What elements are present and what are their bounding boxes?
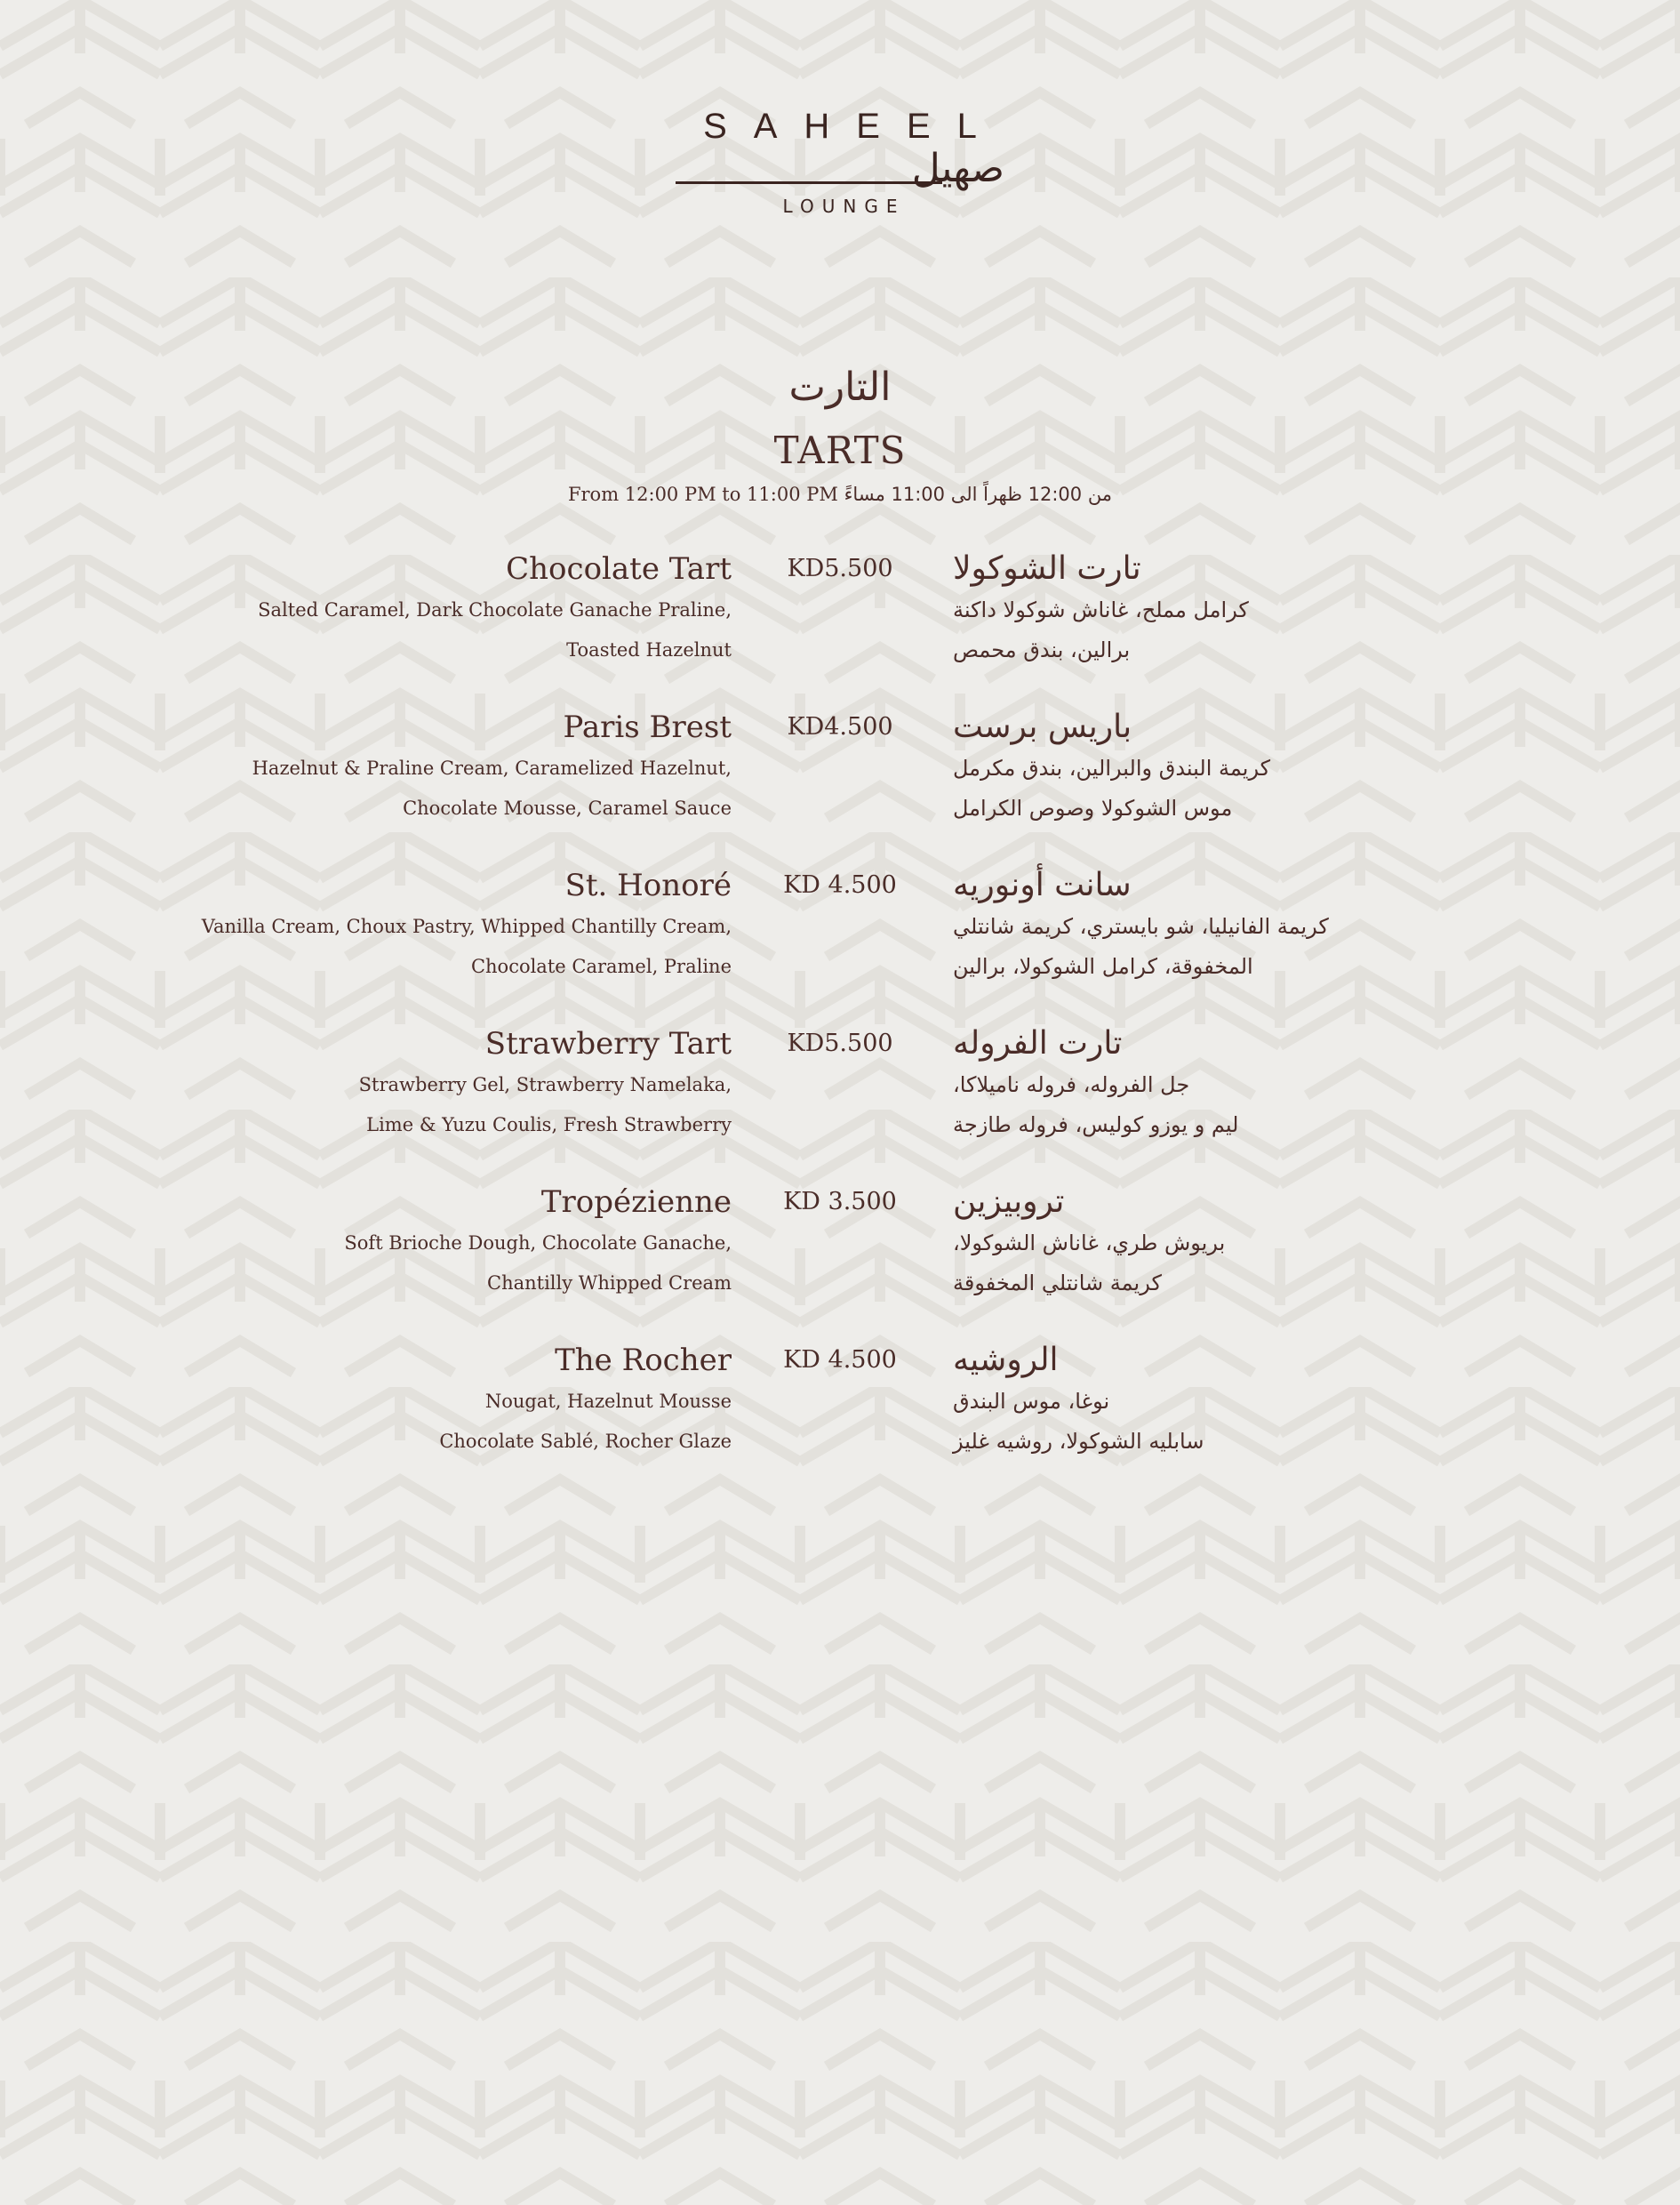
- item-price: KD 4.500: [783, 1346, 897, 1374]
- item-description-line: المخفوقة، كرامل الشوكولا، برالين: [953, 954, 1253, 979]
- item-name-arabic: تروبيزين: [953, 1183, 1065, 1220]
- item-description-line: موس الشوكولا وصوص الكرامل: [953, 796, 1233, 821]
- item-description-line: سابليه الشوكولا، روشيه غليز: [953, 1429, 1204, 1454]
- menu-item: [0, 1024, 1680, 1167]
- item-name-english: Paris Brest: [563, 710, 732, 745]
- item-description-english: [20, 1382, 732, 1462]
- item-price: KD4.500: [787, 713, 893, 741]
- item-description-line: بريوش طري، غاناش الشوكولا،: [953, 1231, 1226, 1255]
- serving-hours: [0, 484, 1680, 505]
- item-name-english: Strawberry Tart: [484, 1026, 732, 1062]
- section-title-english: TARTS: [773, 429, 907, 472]
- item-description-line: Salted Caramel, Dark Chocolate Ganache Praline,: [258, 599, 732, 621]
- item-description-line: Hazelnut & Praline Cream, Caramelized Hazelnut,: [252, 758, 732, 779]
- item-english: [20, 1024, 732, 1145]
- item-price: KD 3.500: [783, 1188, 897, 1215]
- item-description-line: Chocolate Caramel, Praline: [470, 956, 732, 977]
- item-description-line: Vanilla Cream, Choux Pastry, Whipped Chantilly Cream,: [201, 916, 732, 937]
- item-description-line: Soft Brioche Dough, Chocolate Ganache,: [344, 1232, 732, 1254]
- item-description-line: Strawberry Gel, Strawberry Namelaka,: [358, 1074, 732, 1095]
- item-description-arabic: [953, 590, 1486, 670]
- serving-hours-english: From 12:00 PM to 11:00 PM: [567, 484, 838, 505]
- item-description-english: [20, 1223, 732, 1303]
- item-arabic: [953, 708, 1486, 829]
- item-price: KD 4.500: [783, 871, 897, 899]
- item-english: [20, 1341, 732, 1462]
- item-arabic: [953, 866, 1486, 987]
- item-price: KD5.500: [787, 1030, 893, 1057]
- item-description-arabic: [953, 1065, 1486, 1145]
- item-name-english: The Rocher: [555, 1343, 732, 1378]
- item-description-english: [20, 590, 732, 670]
- logo-latin-text: SAHEEL: [703, 107, 1004, 146]
- item-description-line: برالين، بندق محمص: [953, 637, 1131, 662]
- logo-arabic-stroke: [676, 181, 942, 184]
- item-description-line: كرامل مملح، غاناش شوكولا داكنة: [953, 597, 1249, 622]
- item-arabic: [953, 549, 1486, 670]
- item-description-line: Nougat, Hazelnut Mousse: [484, 1391, 732, 1412]
- menu-item: [0, 1341, 1680, 1483]
- menu-item: [0, 866, 1680, 1008]
- item-description-english: [20, 907, 732, 987]
- item-description-line: كريمة شانتلي المخفوقة: [953, 1271, 1162, 1295]
- item-description-line: Chantilly Whipped Cream: [487, 1272, 732, 1294]
- menu-item: [0, 708, 1680, 850]
- item-name-english: Chocolate Tart: [506, 551, 732, 587]
- item-description-english: [20, 749, 732, 829]
- item-description-arabic: [953, 1223, 1486, 1303]
- item-english: [20, 866, 732, 987]
- item-description-arabic: [953, 907, 1486, 987]
- item-description-line: Chocolate Mousse, Caramel Sauce: [403, 798, 732, 819]
- logo-arabic-row: [676, 148, 1004, 196]
- item-description-arabic: [953, 1382, 1486, 1462]
- item-description-line: ليم و يوزو كوليس، فروله طازجة: [953, 1112, 1239, 1137]
- logo-arabic-text: صهيل: [911, 146, 1004, 191]
- item-price: KD5.500: [787, 555, 893, 582]
- item-name-english: St. Honoré: [564, 868, 732, 903]
- item-name-arabic: الروشيه: [953, 1342, 1059, 1378]
- serving-hours-arabic: من 12:00 ظهراً الى 11:00 مساءً: [844, 484, 1113, 505]
- item-name-arabic: تارت الفروله: [953, 1025, 1123, 1062]
- item-description-line: نوغا، موس البندق: [953, 1389, 1110, 1414]
- item-description-line: كريمة البندق والبرالين، بندق مكرمل: [953, 756, 1271, 781]
- section-title-arabic: التارت: [788, 365, 892, 410]
- item-description-line: Chocolate Sablé, Rocher Glaze: [439, 1431, 732, 1452]
- item-description-line: كريمة الفانيليا، شو بايستري، كريمة شانتلي: [953, 914, 1329, 939]
- menu-item: [0, 549, 1680, 692]
- item-description-english: [20, 1065, 732, 1145]
- item-arabic: [953, 1341, 1486, 1462]
- item-name-arabic: تارت الشوكولا: [953, 550, 1141, 587]
- item-name-english: Tropézienne: [540, 1184, 732, 1220]
- item-name-arabic: سانت أونوريه: [953, 867, 1132, 903]
- menu-item: [0, 1183, 1680, 1325]
- item-description-line: Toasted Hazelnut: [566, 639, 732, 661]
- item-description-arabic: [953, 749, 1486, 829]
- item-description-line: Lime & Yuzu Coulis, Fresh Strawberry: [366, 1114, 732, 1135]
- item-arabic: [953, 1024, 1486, 1145]
- item-english: [20, 549, 732, 670]
- logo-subtitle: LOUNGE: [782, 196, 906, 217]
- item-english: [20, 708, 732, 829]
- item-english: [20, 1183, 732, 1303]
- item-arabic: [953, 1183, 1486, 1303]
- saheel-lounge-logo: [0, 105, 1680, 217]
- item-name-arabic: باريس برست: [953, 709, 1132, 745]
- item-description-line: جل الفروله، فروله ناميلاكا،: [953, 1072, 1190, 1097]
